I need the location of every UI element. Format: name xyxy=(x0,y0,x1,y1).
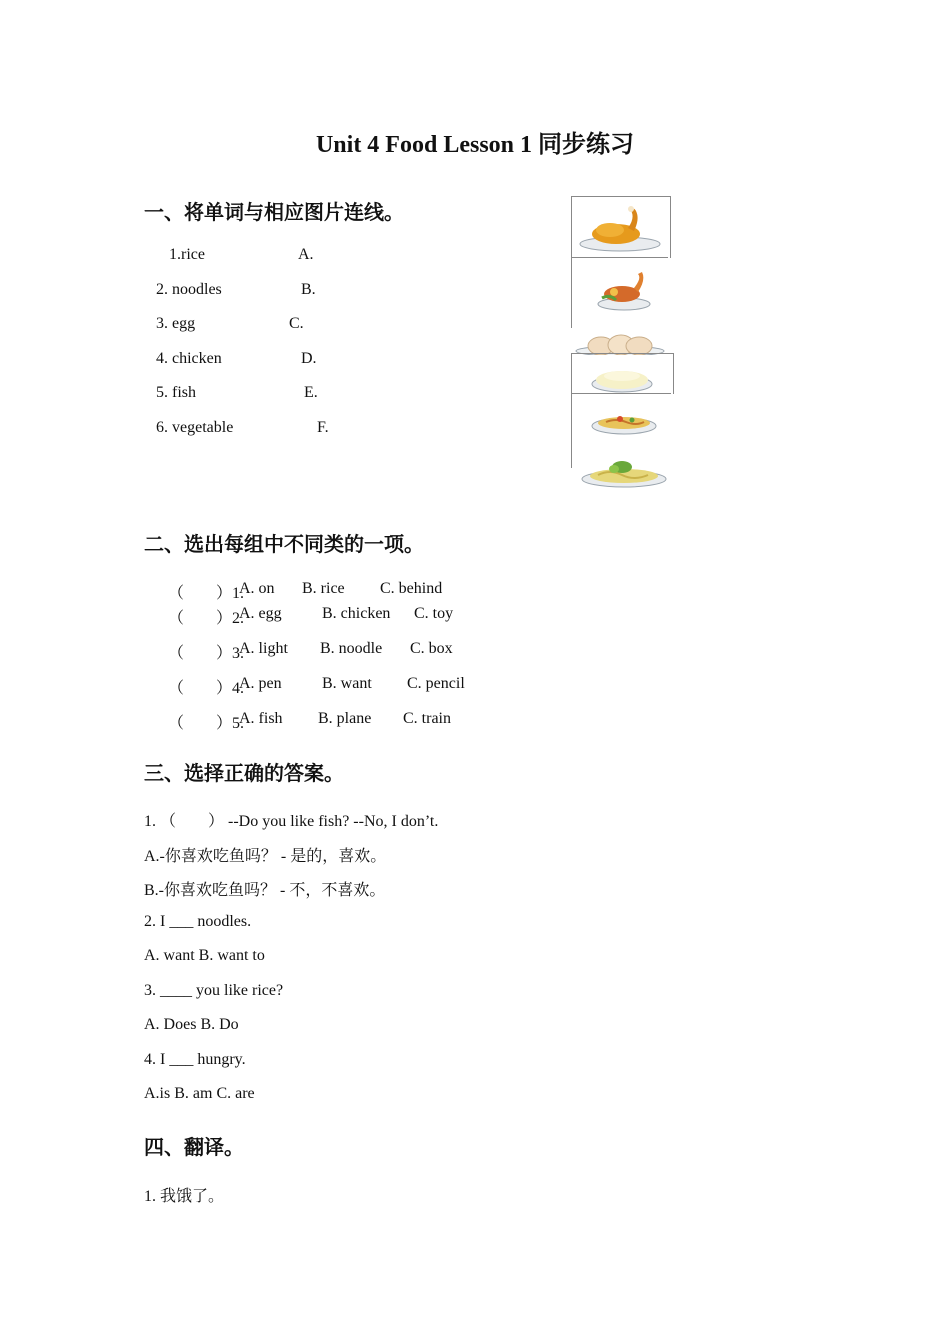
s2-paren-1: （ ）1. xyxy=(168,585,245,602)
s2-opt-1b: B. rice xyxy=(302,580,345,597)
roast-chicken-icon xyxy=(571,196,671,258)
s3-line-7: A. Does B. Do xyxy=(144,1016,239,1033)
s2-opt-2a: A. egg xyxy=(239,605,282,622)
s2-opt-5a: A. fish xyxy=(239,710,283,727)
section3-heading: 三、选择正确的答案。 xyxy=(144,761,344,785)
s1-letter-2: B. xyxy=(301,281,316,298)
s2-paren-4: （ ）4. xyxy=(168,680,245,697)
s3-line-8: 4. I ___ hungry. xyxy=(144,1051,246,1068)
s1-letter-1: A. xyxy=(298,246,314,263)
s3-line-5: A. want B. want to xyxy=(144,947,265,964)
s1-word-4: 4. chicken xyxy=(156,350,222,367)
s2-opt-5b: B. plane xyxy=(318,710,372,727)
page-title: Unit 4 Food Lesson 1 同步练习 xyxy=(315,132,635,158)
s2-paren-5: （ ）5. xyxy=(168,715,245,732)
s1-word-2: 2. noodles xyxy=(156,281,222,298)
s2-opt-1a: A. on xyxy=(239,580,275,597)
s2-opt-4a: A. pen xyxy=(239,675,282,692)
s1-word-6: 6. vegetable xyxy=(156,419,234,436)
s2-opt-1c: C. behind xyxy=(380,580,443,597)
s1-letter-3: C. xyxy=(289,315,304,332)
s2-paren-3: （ ）3. xyxy=(168,645,245,662)
s2-paren-2: （ ）2. xyxy=(168,610,245,627)
fried-fish-icon xyxy=(571,257,668,328)
s1-word-1: 1.rice xyxy=(169,246,205,263)
s3-line-9: A.is B. am C. are xyxy=(144,1085,255,1102)
section1-heading: 一、将单词与相应图片连线。 xyxy=(144,200,404,224)
s3-line-2: A.-你喜欢吃鱼吗？ - 是的，喜欢。 xyxy=(144,848,387,865)
eggs-icon xyxy=(571,327,667,355)
s3-line-4: 2. I ___ noodles. xyxy=(144,913,252,930)
s3-line-1: 1. （ ） --Do you like fish? --No, I don’t. xyxy=(144,813,439,830)
s1-letter-4: D. xyxy=(301,350,317,367)
s2-opt-4c: C. pencil xyxy=(407,675,465,692)
s2-opt-3a: A. light xyxy=(239,640,288,657)
s3-line-6: 3. ____ you like rice? xyxy=(144,982,284,999)
s1-letter-5: E. xyxy=(304,384,318,401)
section4-heading: 四、翻译。 xyxy=(144,1135,244,1159)
s1-letter-6: F. xyxy=(317,419,329,436)
s2-opt-3c: C. box xyxy=(410,640,453,657)
s1-word-3: 3. egg xyxy=(156,315,196,332)
s1-word-5: 5. fish xyxy=(156,384,196,401)
rice-icon xyxy=(571,353,674,394)
s3-line-3: B.-你喜欢吃鱼吗？ - 不，不喜欢。 xyxy=(144,882,386,899)
vegetable-dish-icon xyxy=(578,455,670,489)
s4-line-1: 1. 我饿了。 xyxy=(144,1188,225,1205)
s2-opt-2b: B. chicken xyxy=(322,605,391,622)
s2-opt-4b: B. want xyxy=(322,675,372,692)
s2-opt-2c: C. toy xyxy=(414,605,454,622)
s2-opt-3b: B. noodle xyxy=(320,640,383,657)
s2-opt-5c: C. train xyxy=(403,710,451,727)
section2-heading: 二、选出每组中不同类的一项。 xyxy=(144,532,424,556)
